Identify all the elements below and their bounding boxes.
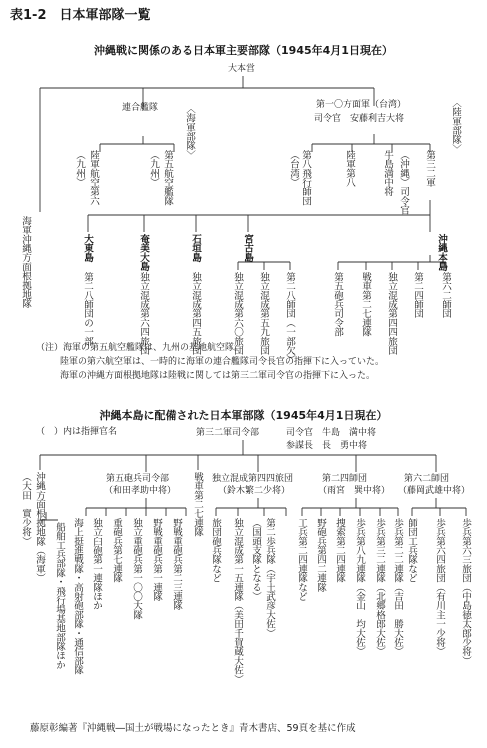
group-unit: 歩兵第六四旅団（有川主一少将） [434,518,446,656]
group-unit: 独立混成第一五連隊（美田千賀蔵大佐） [232,518,244,684]
group-unit: 独立重砲兵第一〇〇大隊 [131,518,143,620]
group-title: 第二四師団 [322,474,368,484]
island-unit: 第二八師団（一部欠） [284,272,296,364]
army-col-b: 陸軍第八 [344,150,356,187]
eighth-air-division: 第八飛行師団 [300,150,312,206]
group-unit: 歩兵第六三旅団（中島徳太郎少将） [460,518,472,666]
group-commander: （和田孝助中将） [104,486,177,496]
group-title: 独立混成第四四旅団 [212,474,294,484]
army-col-c: 牛島満中将 [382,150,394,196]
group-unit: 第二歩兵隊（宇土武彦大佐） [264,518,276,638]
island-unit: 独立混成第四四旅団 [386,272,398,355]
group-unit: 工兵第二四連隊など [296,518,308,601]
group-unit: （国頭支隊となる） [250,518,262,601]
island-title: 大東島 [82,234,94,262]
navy-bracket: 〈海軍部隊〉 [184,104,196,160]
note-line: 海軍の沖縄方面根拠地隊は陸戦に関しては第三二軍司令官の指揮下に入った。 [60,371,376,381]
page-title: 表1-2 日本軍部隊一覧 [10,8,151,23]
tenth-area-army-commander: 司令官 安藤利吉大将 [314,114,405,124]
island-unit: 第二四師団 [412,272,424,318]
hq-chief-of-staff: 参謀長 長 勇中将 [286,441,368,451]
group-unit: 独立臼砲第一連隊ほか [91,518,103,610]
island-unit: 独立混成第五九旅団 [258,272,270,355]
group-commander: （大田 實少将） [20,472,32,546]
group-unit: 海上挺進戦隊・高射砲部隊・通信部隊 [72,518,84,675]
section1-heading: 沖縄戦に関係のある日本軍主要部隊（1945年4月1日現在） [94,44,393,57]
group-unit: 野砲兵第四二連隊 [315,518,327,592]
army-hq: 第三二軍司令部 [196,428,260,438]
source-credit: 藤原彰編著『沖縄戦―国土が戦場になったとき』青木書店、59頁を基に作成 [30,723,356,734]
hq-commander: 司令官 牛島 満中将 [286,428,377,438]
group-unit: 歩兵第八九連隊（金山 均大佐） [354,518,366,656]
island-unit: 独立混成第六〇旅団 [232,272,244,355]
group-unit: 船舶工兵部隊・飛行場基地部隊ほか [54,522,66,670]
group-commander: （藤岡武雄中将） [398,486,471,496]
note-line: 陸軍の第六航空軍は、一時的に海軍の連合艦隊司令長官の指揮下に入っていた。 [60,357,385,367]
island-unit: 第六二師団 [440,272,452,318]
section2-heading: 沖縄本島に配備された日本軍部隊（1945年4月1日現在） [99,409,388,422]
combined-fleet: 連合艦隊 [122,103,159,113]
island-title: 沖縄本島 [436,234,448,271]
group-unit: 重砲兵第七連隊 [111,518,123,583]
group-title: 沖縄方面根拠地隊（海軍） [34,472,46,583]
thirty-second-army: 第三二軍 [424,150,436,187]
group-title: 第五砲兵司令部 [106,474,170,484]
army-bracket: 〈陸軍部隊〉 [450,98,462,154]
island-unit: 戦車第二七連隊 [360,272,372,337]
group-title: 戦車第二七連隊 [192,472,204,537]
group-unit: 歩兵第三二連隊（北郷格郎大佐） [374,518,386,656]
eighth-air-division-sub: （台湾） [288,150,300,187]
group-unit: 野戦重砲兵第一連隊 [151,518,163,601]
island-unit: 第二八師団の一部 [82,272,94,346]
note-line: （注）海軍の第五航空艦隊は、九州の基地航空隊。 [36,343,244,353]
group-title: 第六二師団 [404,474,450,484]
legend-note: （ ）内は指揮官名 [36,427,118,437]
island-title: 奄美大島 [138,234,150,271]
group-unit: 歩兵第二二連隊（吉田 勝大佐） [392,518,404,656]
navy-air-unit-sub: （九州） [74,150,86,187]
navy-air-unit-label: 陸軍航空第六 [88,150,100,206]
fifth-air-fleet-sub: （九州） [148,150,160,187]
island-title: 宮古島 [242,234,254,262]
group-unit: 野戦重砲兵第二三連隊 [171,518,183,610]
group-commander: （雨宮 巽中将） [318,486,391,496]
island-unit: 第五砲兵司令部 [332,272,344,337]
group-unit: 師団工兵隊など [406,518,418,583]
navy-okinawa-base: 海軍沖縄方面根拠地隊 [20,216,32,308]
group-unit: 捜索第二四連隊 [334,518,346,583]
group-commander: （鈴木繁二少将） [218,486,291,496]
imperial-hq: 大本営 [228,64,256,74]
group-unit: 旅団砲兵隊など [210,518,222,583]
army-col-d: （沖縄）司令官 [398,150,410,215]
tenth-area-army: 第一〇方面軍（台湾） [316,100,407,110]
island-title: 石垣島 [190,234,202,262]
island-unit: 独立混成第四五旅団 [190,272,202,355]
island-unit: 独立混成第六四旅団 [138,272,150,355]
fifth-air-fleet: 第五航空艦隊 [162,150,174,206]
